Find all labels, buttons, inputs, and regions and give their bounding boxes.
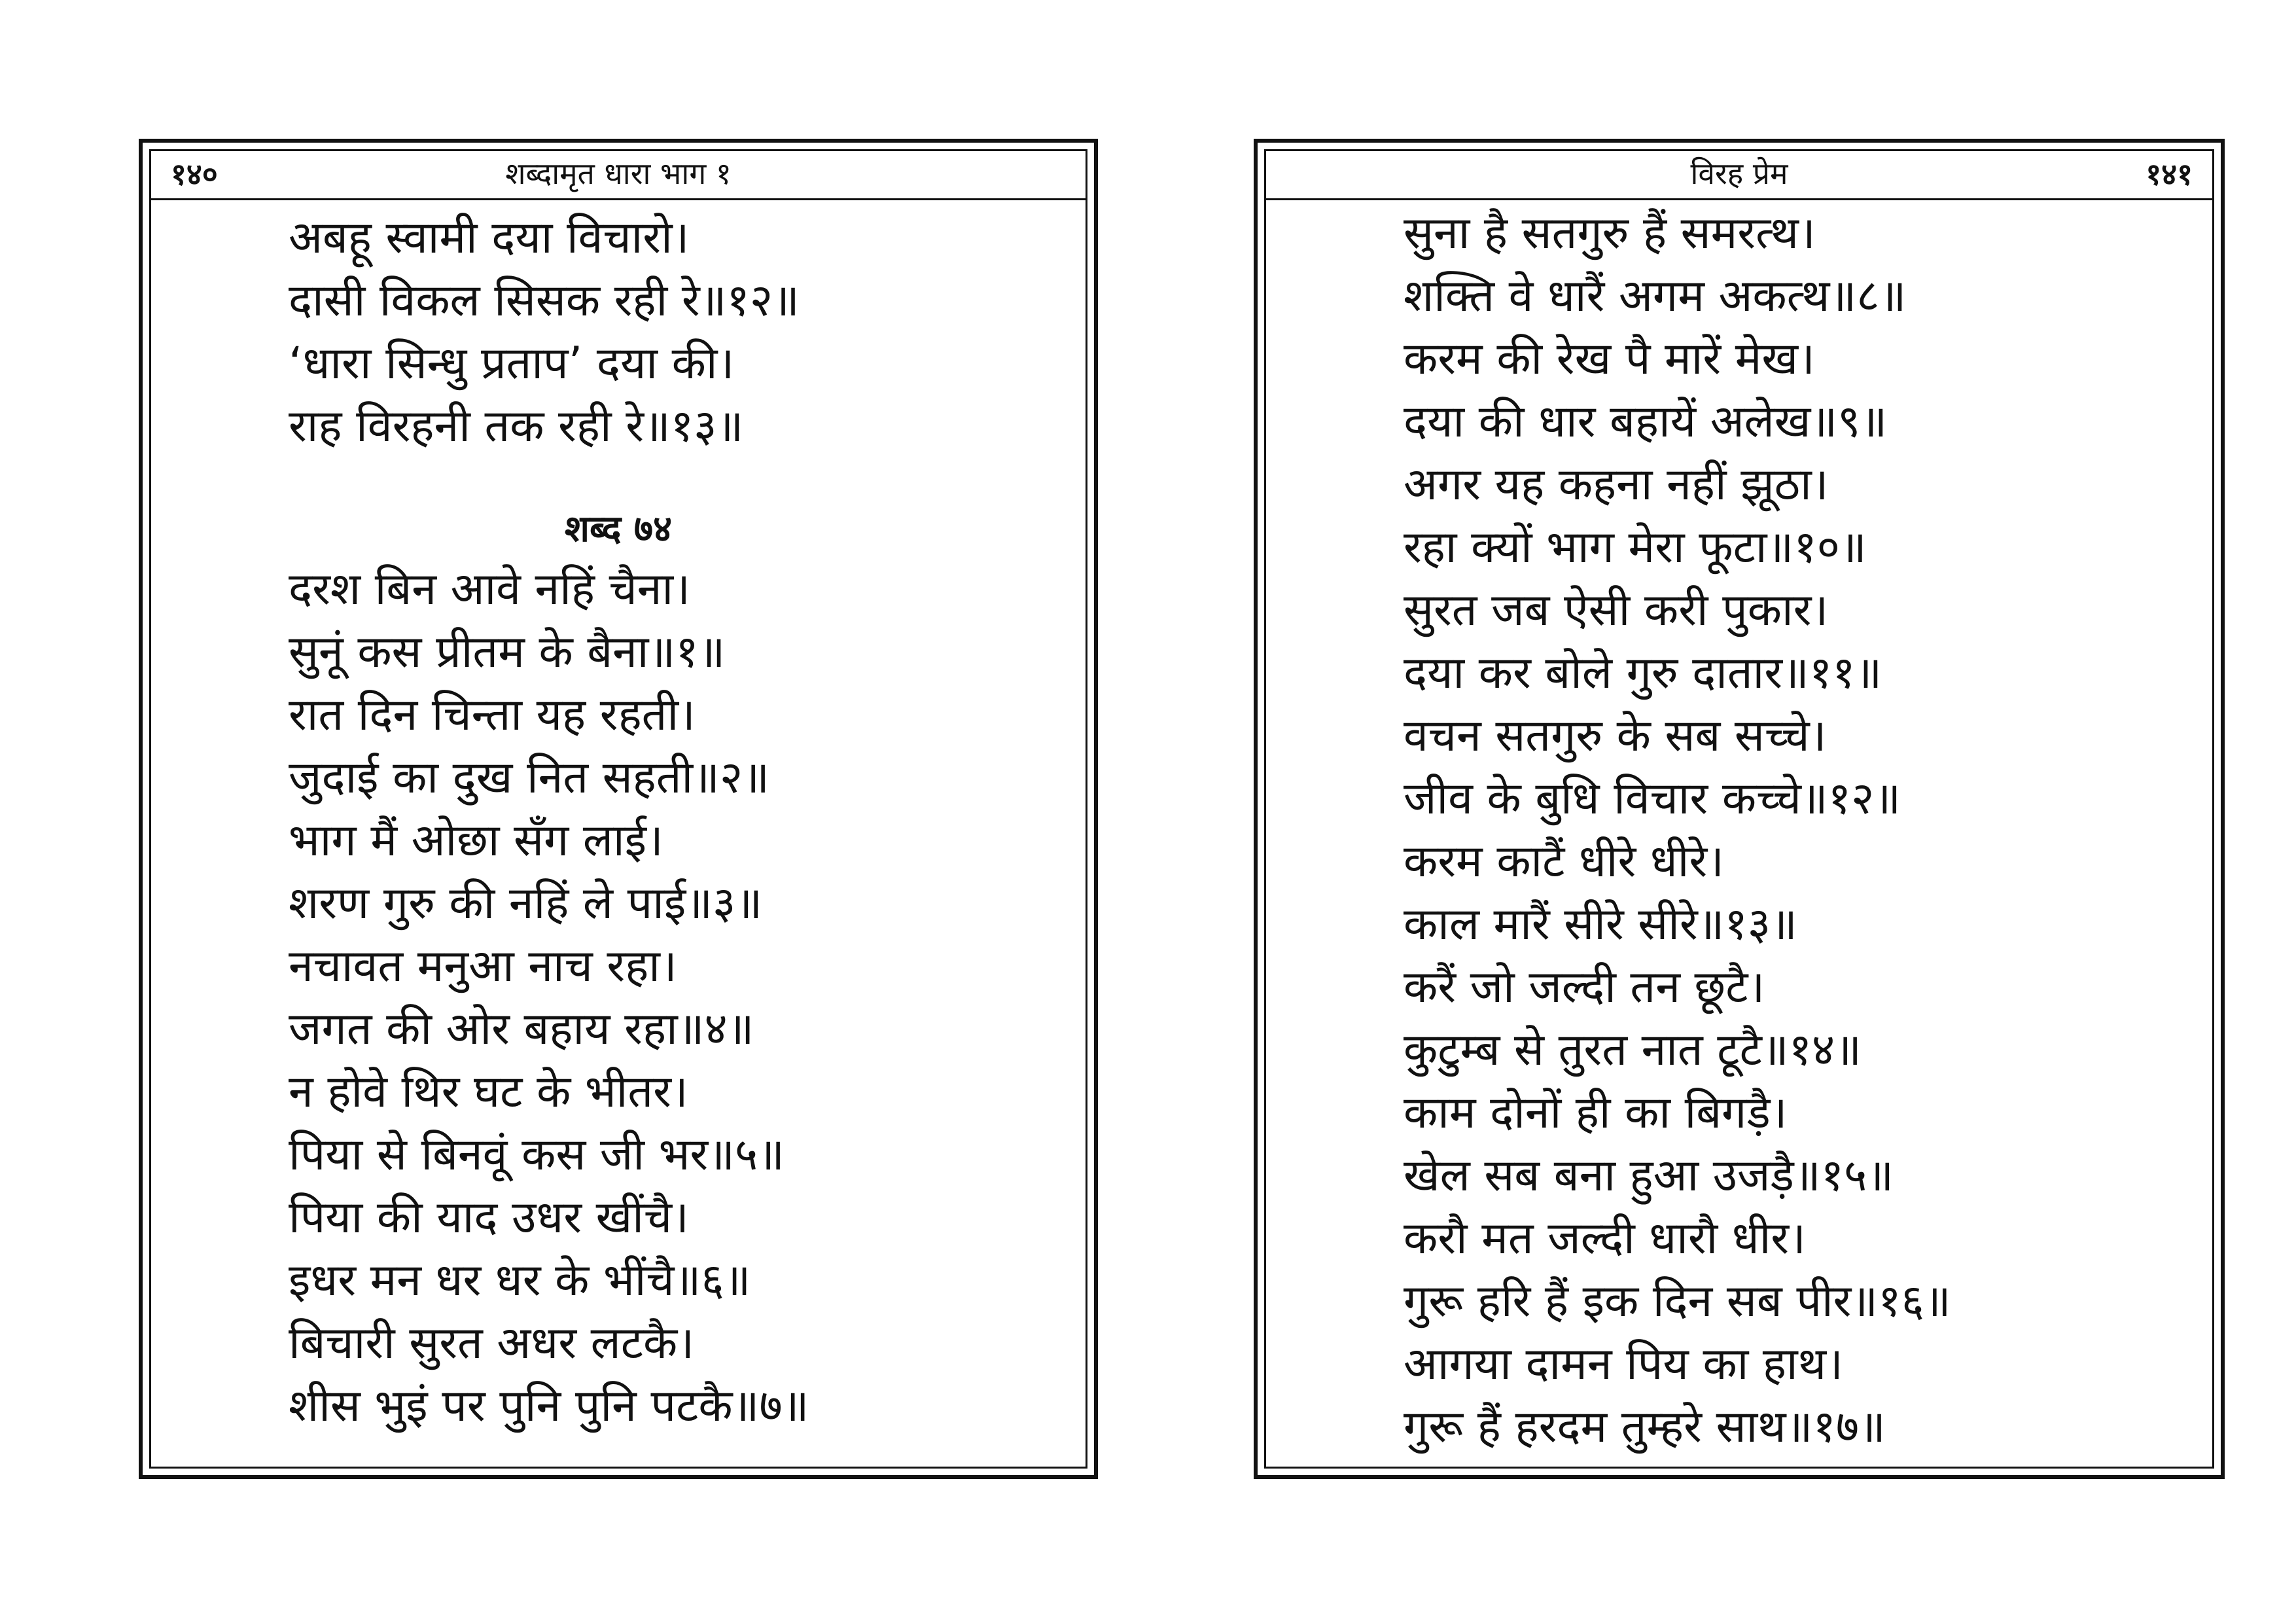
verse-line: शरण गुरु की नहिं ले पाई॥३॥ — [289, 878, 763, 929]
verse-line: शीस भुइं पर पुनि पुनि पटकै॥७॥ — [289, 1380, 809, 1432]
verse-line: काल मारैं सीरे सीरे॥१३॥ — [1404, 899, 1797, 950]
verse-line: जीव के बुधि विचार कच्चे॥१२॥ — [1404, 773, 1901, 825]
right-page-frame — [1264, 149, 2214, 1469]
verse-line: रात दिन चिन्ता यह रहती। — [289, 689, 696, 741]
verse-line: गुरू हैं हरदम तुम्हरे साथ॥१७॥ — [1404, 1401, 1886, 1453]
left-page-frame — [149, 149, 1087, 1469]
verse-line: जुदाई का दुख नित सहती॥२॥ — [289, 752, 769, 804]
verse-line: भाग मैं ओछा सँग लाई। — [289, 815, 663, 866]
verse-line: शक्ति वे धारैं अगम अकत्थ॥८॥ — [1404, 270, 1907, 322]
left-page-header — [151, 151, 1086, 200]
left-running-title: शब्दामृत धारा भाग १ — [505, 156, 732, 191]
verse-line: अबहू स्वामी दया विचारो। — [289, 212, 690, 264]
right-running-title: विरह प्रेम — [1690, 156, 1788, 191]
verse-line: आगया दामन पिय का हाथ। — [1404, 1338, 1843, 1390]
right-page-header — [1266, 151, 2212, 200]
verse-line: गुरू हरि हैं इक दिन सब पीर॥१६॥ — [1404, 1275, 1951, 1327]
verse-line: पिया से बिनवूं कस जी भर॥५॥ — [289, 1129, 785, 1181]
verse-line: ‘धारा सिन्धु प्रताप’ दया की। — [289, 338, 735, 389]
verse-line: सुना है सतगुरु हैं समरत्थ। — [1404, 207, 1816, 259]
verse-line: करैं जो जल्दी तन छूटै। — [1404, 961, 1765, 1013]
right-page — [1254, 139, 2225, 1479]
verse-line: न होवे थिर घट के भीतर। — [289, 1066, 688, 1118]
verse-line: नचावत मनुआ नाच रहा। — [289, 940, 677, 992]
verse-line: दासी विकल सिसक रही रे॥१२॥ — [289, 275, 800, 327]
verse-line: दरश बिन आवे नहिं चैना। — [289, 563, 690, 615]
verse-line: दया की धार बहायें अलेख॥९॥ — [1404, 396, 1888, 448]
verse-line: पिया की याद उधर खींचै। — [289, 1192, 689, 1243]
verse-line: करम काटैं धीरे धीरे। — [1404, 836, 1724, 887]
verse-line: राह विरहनी तक रही रे॥१३॥ — [289, 401, 744, 452]
section-heading: शब्द ७४ — [564, 508, 673, 550]
verse-line: इधर मन धर धर के भींचै॥६॥ — [289, 1255, 751, 1306]
verse-line: करौ मत जल्दी धारौ धीर। — [1404, 1213, 1806, 1264]
verse-line: सुनूं कस प्रीतम के बैना॥१॥ — [289, 626, 726, 678]
verse-line: काम दोनों ही का बिगड़ै। — [1404, 1087, 1788, 1139]
right-page-number: १४१ — [2146, 156, 2193, 192]
verse-line: जगत की ओर बहाय रहा॥४॥ — [289, 1003, 754, 1055]
verse-line: वचन सतगुरु के सब सच्चे। — [1404, 710, 1827, 762]
left-page-number: १४० — [171, 156, 218, 192]
verse-line: बिचारी सुरत अधर लटकै। — [289, 1317, 694, 1369]
verse-line: दया कर बोले गुरु दातार॥११॥ — [1404, 647, 1882, 699]
verse-line: खेल सब बना हुआ उजड़ै॥१५॥ — [1404, 1150, 1894, 1202]
verse-line: करम की रेख पै मारें मेख। — [1404, 333, 1815, 385]
left-page — [139, 139, 1098, 1479]
verse-line: अगर यह कहना नहीं झूठा। — [1404, 459, 1829, 510]
verse-line: रहा क्यों भाग मेरा फूटा॥१०॥ — [1404, 522, 1867, 573]
verse-line: सुरत जब ऐसी करी पुकार। — [1404, 584, 1829, 636]
verse-line: कुटुम्ब से तुरत नात टूटै॥१४॥ — [1404, 1024, 1862, 1076]
